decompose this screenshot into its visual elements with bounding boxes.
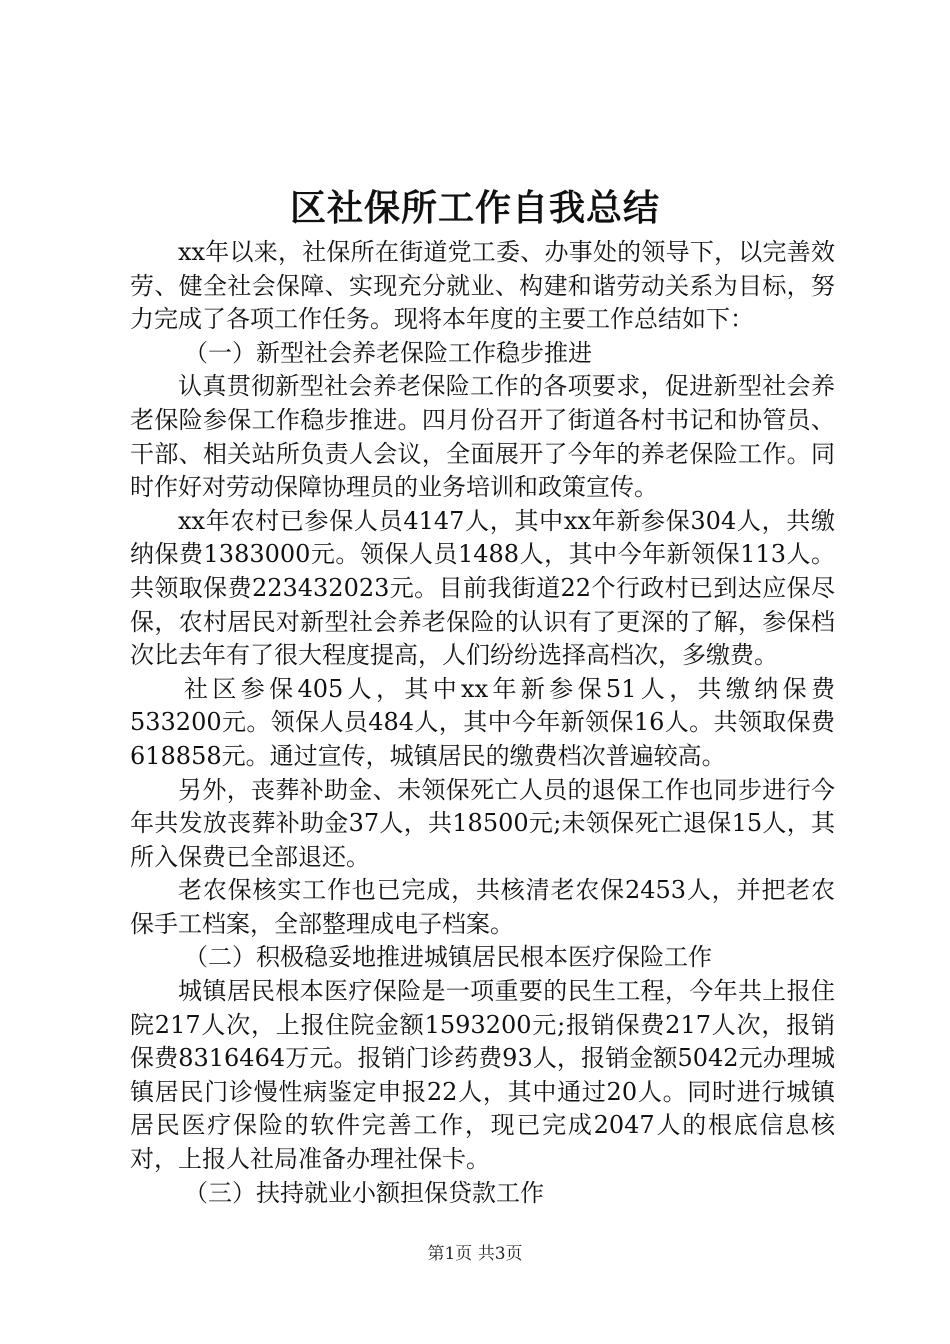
paragraph-funeral-subsidy: 另外，丧葬补助金、未领保死亡人员的退保工作也同步进行今年共发放丧葬补助金37人，共18500元;未领保死亡退保15人，其所入保费已全部退还。	[130, 775, 835, 871]
paragraph-rural-insured: xx年农村已参保人员4147人，其中xx年新参保304人，共缴纳保费1383000元。领保人员1488人，其中今年新领保113人。共领取保费223432023元。目前我街道22个行政村已到达应保尽保，农村居民对新型社会养老保险的认识有了更深的了解，参保档次比去年有了很大程度提高，人们纷纷选择高档次，多缴费。	[130, 506, 835, 670]
paragraph-medical-insurance: 城镇居民根本医疗保险是一项重要的民生工程，今年共上报住院217人次，上报住院金额1593200元;报销保费217人次，报销保费8316464万元。报销门诊药费93人，报销金额5042元办理城镇居民门诊慢性病鉴定申报22人，其中通过20人。同时进行城镇居民医疗保险的软件完善工作，现已完成2047人的根底信息核对，上报人社局准备办理社保卡。	[130, 977, 835, 1174]
page-title: 区社保所工作自我总结	[289, 187, 660, 229]
paragraph-community-insured: 社区参保405人，其中xx年新参保51人，共缴纳保费533200元。领保人员484人，其中今年新领保16人。共领取保费618858元。通过宣传，城镇居民的缴费档次普遍较高。	[130, 674, 835, 770]
paragraph-intro: xx年以来，社保所在街道党工委、办事处的领导下，以完善效劳、健全社会保障、实现充分就业、构建和谐劳动关系为目标，努力完成了各项工作任务。现将本年度的主要工作总结如下：	[130, 238, 835, 334]
paragraph-old-rural-insurance: 老农保核实工作也已完成，共核清老农保2453人，并把老农保手工档案，全部整理成电子档案。	[130, 876, 835, 938]
document-body	[130, 236, 835, 1210]
section-heading-loan: （三）扶持就业小额担保贷款工作	[184, 1178, 544, 1207]
page-number-footer: 第1页 共3页	[427, 1244, 523, 1264]
paragraph-pension-requirements: 认真贯彻新型社会养老保险工作的各项要求，促进新型社会养老保险参保工作稳步推进。四月份召开了街道各村书记和协管员、干部、相关站所负责人会议，全面展开了今年的养老保险工作。同时作好对劳动保障协理员的业务培训和政策宣传。	[130, 372, 835, 502]
section-heading-medical: （二）积极稳妥地推进城镇居民根本医疗保险工作	[184, 943, 712, 972]
section-heading-pension: （一）新型社会养老保险工作稳步推进	[184, 338, 592, 367]
